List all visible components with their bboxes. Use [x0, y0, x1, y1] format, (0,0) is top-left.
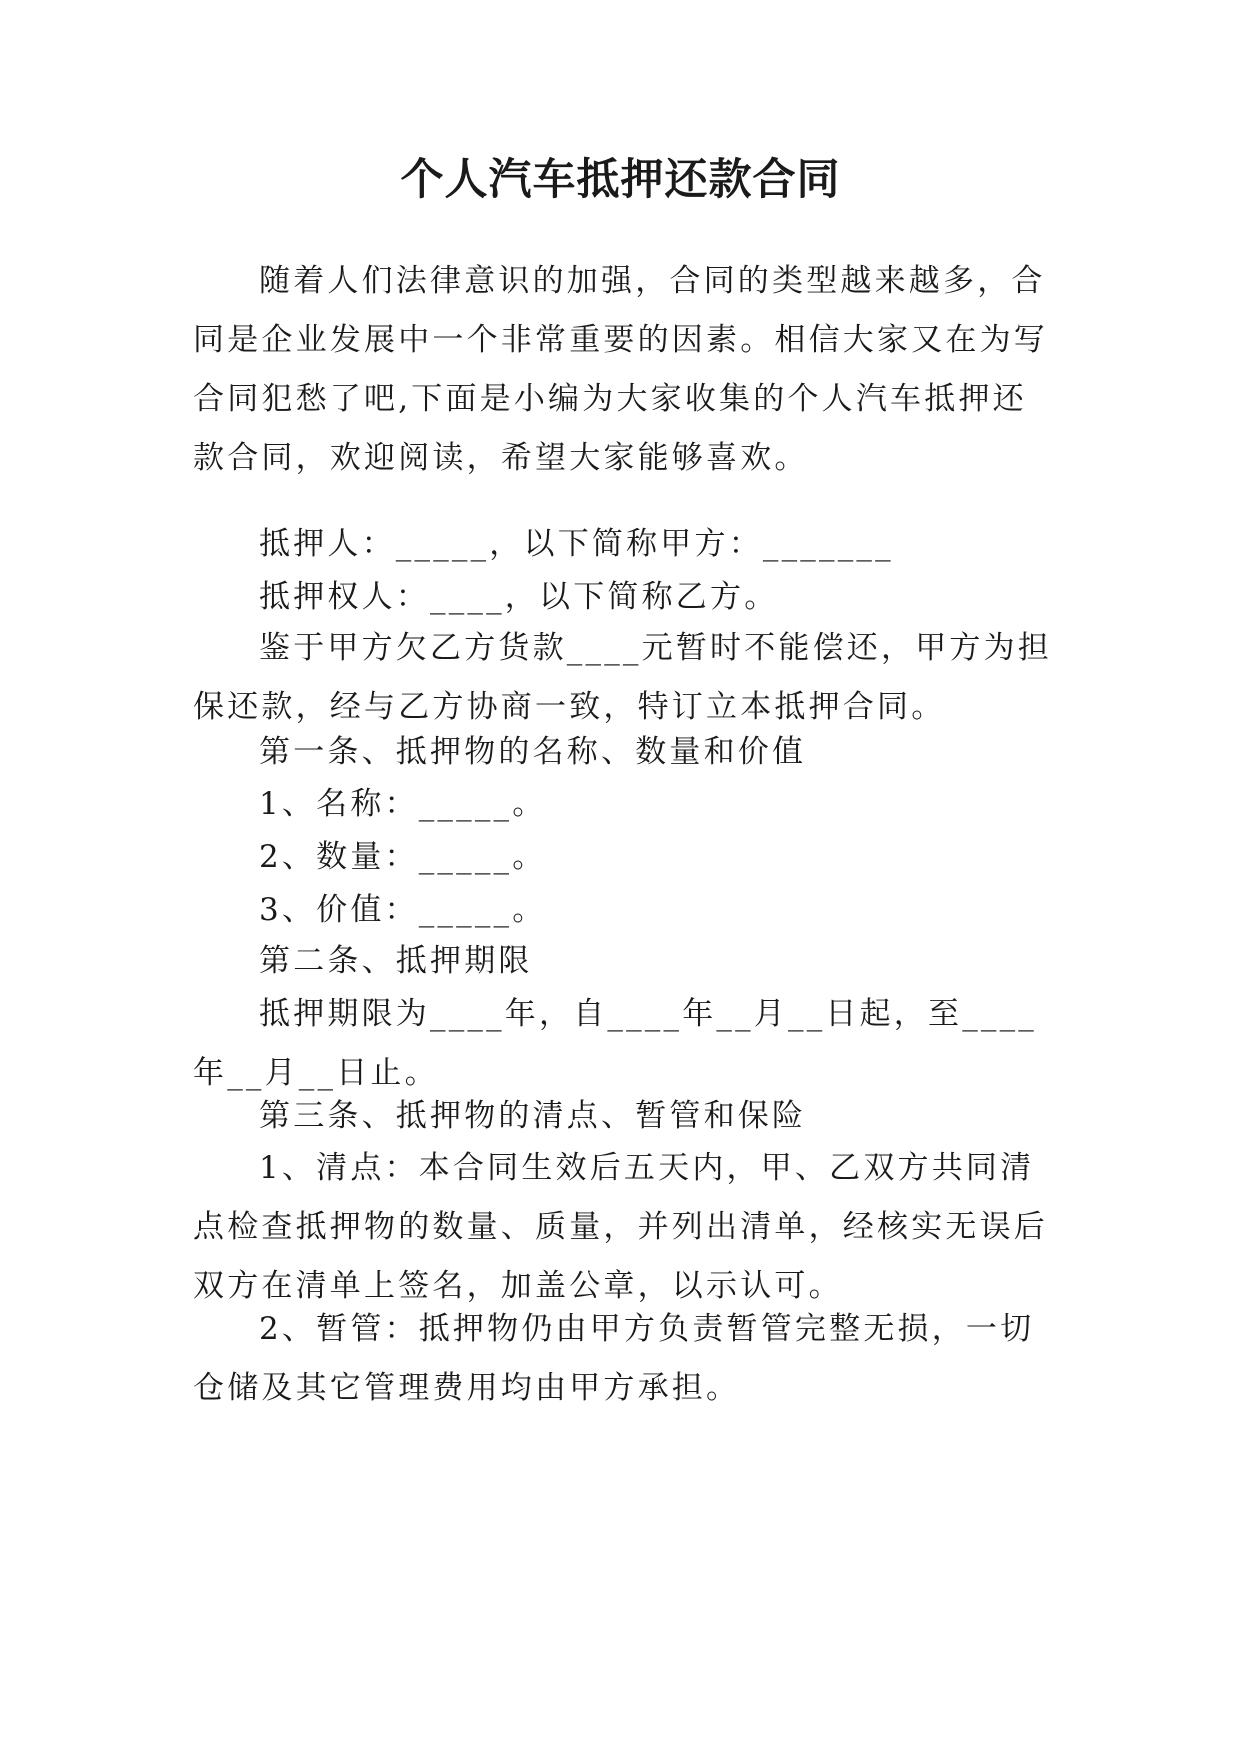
article-3-heading: 第三条、抵押物的清点、暂管和保险 [259, 1098, 807, 1134]
article-1-item-quantity: 2、数量：_____。 [259, 839, 547, 875]
article-1-item-value: 3、价值：_____。 [259, 892, 547, 928]
article-1-heading: 第一条、抵押物的名称、数量和价值 [259, 734, 807, 770]
article-3-item-inventory: 1、清点：本合同生效后五天内，甲、乙双方共同清点检查抵押物的数量、质量，并列出清单，经核实无误后双方在清单上签名，加盖公章，以示认可。 [193, 1150, 1048, 1304]
intro-paragraph: 随着人们法律意识的加强，合同的类型越来越多，合同是企业发展中一个非常重要的因素。相信大家又在为写合同犯愁了吧,下面是小编为大家收集的个人汽车抵押还款合同，欢迎阅读，希望大家能够喜欢。 [193, 263, 1048, 476]
article-3-item-custody: 2、暂管：抵押物仍由甲方负责暂管完整无损，一切仓储及其它管理费用均由甲方承担。 [193, 1311, 1035, 1406]
article-1-item-name: 1、名称：_____。 [259, 786, 547, 822]
article-2-heading: 第二条、抵押期限 [259, 943, 533, 979]
article-2-body: 抵押期限为____年，自____年__月__日起，至____年__月__日止。 [193, 996, 1037, 1091]
document-title: 个人汽车抵押还款合同 [400, 155, 841, 205]
mortgagor-line: 抵押人：_____，以下简称甲方：_______ [259, 526, 894, 562]
mortgagee-line: 抵押权人：____，以下简称乙方。 [259, 579, 779, 615]
recital-paragraph: 鉴于甲方欠乙方货款____元暂时不能偿还，甲方为担保还款，经与乙方协商一致，特订立本抵押合同。 [193, 630, 1052, 725]
